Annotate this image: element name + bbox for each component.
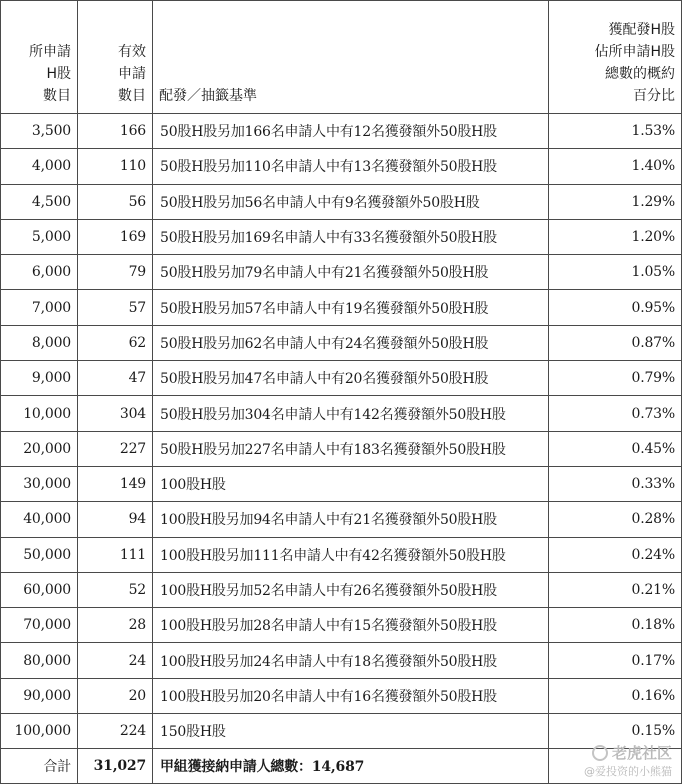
cell-shares: 40,000: [1, 502, 78, 537]
cell-percent: 0.15%: [549, 714, 682, 749]
cell-applications: 56: [78, 184, 153, 219]
cell-applications: 52: [78, 572, 153, 607]
cell-applications: 57: [78, 290, 153, 325]
cell-applications: 20: [78, 678, 153, 713]
cell-percent: 0.17%: [549, 643, 682, 678]
cell-shares: 9,000: [1, 361, 78, 396]
cell-basis: 50股H股另加227名申請人中有183名獲發額外50股H股: [153, 431, 549, 466]
cell-applications: 304: [78, 396, 153, 431]
cell-percent: 0.95%: [549, 290, 682, 325]
cell-applications: 149: [78, 466, 153, 501]
table-row: [1, 184, 682, 219]
cell-shares: 60,000: [1, 572, 78, 607]
cell-basis: 100股H股另加24名申請人中有18名獲發額外50股H股: [153, 643, 549, 678]
cell-shares: 20,000: [1, 431, 78, 466]
cell-shares: 90,000: [1, 678, 78, 713]
cell-applications: 227: [78, 431, 153, 466]
cell-percent: 1.53%: [549, 114, 682, 149]
cell-percent: 0.21%: [549, 572, 682, 607]
table-row: [1, 678, 682, 713]
cell-applications: 94: [78, 502, 153, 537]
total-percent-empty: [549, 749, 682, 784]
cell-percent: 0.73%: [549, 396, 682, 431]
table-row: [1, 608, 682, 643]
cell-basis: 50股H股另加166名申請人中有12名獲發額外50股H股: [153, 114, 549, 149]
cell-applications: 111: [78, 537, 153, 572]
cell-shares: 10,000: [1, 396, 78, 431]
cell-percent: 1.29%: [549, 184, 682, 219]
watermark-brand-text: 老虎社区: [611, 744, 672, 762]
cell-basis: 100股H股另加111名申請人中有42名獲發額外50股H股: [153, 537, 549, 572]
cell-shares: 4,000: [1, 149, 78, 184]
cell-shares: 30,000: [1, 466, 78, 501]
cell-basis: 100股H股另加52名申請人中有26名獲發額外50股H股: [153, 572, 549, 607]
cell-basis: 50股H股另加169名申請人中有33名獲發額外50股H股: [153, 219, 549, 254]
total-row: [1, 749, 682, 784]
cell-basis: 50股H股另加56名申請人中有9名獲發額外50股H股: [153, 184, 549, 219]
cell-shares: 7,000: [1, 290, 78, 325]
table-row: [1, 466, 682, 501]
cell-percent: 0.18%: [549, 608, 682, 643]
cell-shares: 70,000: [1, 608, 78, 643]
table-row: [1, 149, 682, 184]
cell-basis: 50股H股另加47名申請人中有20名獲發額外50股H股: [153, 361, 549, 396]
cell-shares: 3,500: [1, 114, 78, 149]
cell-shares: 50,000: [1, 537, 78, 572]
cell-basis: 100股H股另加94名申請人中有21名獲發額外50股H股: [153, 502, 549, 537]
table-row: [1, 290, 682, 325]
header-allotment-basis: 配發／抽籤基準: [153, 1, 549, 114]
cell-basis: 100股H股另加20名申請人中有16名獲發額外50股H股: [153, 678, 549, 713]
cell-percent: 0.87%: [549, 325, 682, 360]
cell-shares: 5,000: [1, 219, 78, 254]
table-row: [1, 714, 682, 749]
cell-percent: 0.45%: [549, 431, 682, 466]
cell-basis: 100股H股另加28名申請人中有15名獲發額外50股H股: [153, 608, 549, 643]
table-row: [1, 325, 682, 360]
cell-percent: 0.16%: [549, 678, 682, 713]
cell-basis: 50股H股另加110名申請人中有13名獲發額外50股H股: [153, 149, 549, 184]
cell-applications: 110: [78, 149, 153, 184]
cell-applications: 24: [78, 643, 153, 678]
total-applications: 31,027: [78, 749, 153, 784]
cell-basis: 150股H股: [153, 714, 549, 749]
cell-applications: 166: [78, 114, 153, 149]
cell-basis: 50股H股另加62名申請人中有24名獲發額外50股H股: [153, 325, 549, 360]
cell-applications: 28: [78, 608, 153, 643]
total-label: 合計: [1, 749, 78, 784]
cell-applications: 79: [78, 255, 153, 290]
cell-basis: 50股H股另加79名申請人中有21名獲發額外50股H股: [153, 255, 549, 290]
cell-applications: 47: [78, 361, 153, 396]
total-summary: 甲組獲接納申請人總數：14,687: [153, 749, 549, 784]
table-row: [1, 572, 682, 607]
table-row: [1, 219, 682, 254]
cell-percent: 0.79%: [549, 361, 682, 396]
cell-basis: 100股H股: [153, 466, 549, 501]
cell-shares: 4,500: [1, 184, 78, 219]
header-shares-applied: 所申請 H股 數目: [1, 1, 78, 114]
table-row: [1, 114, 682, 149]
cell-percent: 0.33%: [549, 466, 682, 501]
cell-applications: 224: [78, 714, 153, 749]
cell-basis: 50股H股另加304名申請人中有142名獲發額外50股H股: [153, 396, 549, 431]
cell-percent: 1.40%: [549, 149, 682, 184]
cell-percent: 1.05%: [549, 255, 682, 290]
watermark-handle: @爱投资的小熊猫: [584, 765, 672, 778]
cell-basis: 50股H股另加57名申請人中有19名獲發額外50股H股: [153, 290, 549, 325]
cell-shares: 6,000: [1, 255, 78, 290]
cell-shares: 8,000: [1, 325, 78, 360]
table-row: [1, 361, 682, 396]
header-valid-applications: 有效 申請 數目: [78, 1, 153, 114]
table-row: [1, 396, 682, 431]
header-approx-percentage: 獲配發H股 佔所申請H股 總數的概約 百分比: [549, 1, 682, 114]
table-row: [1, 431, 682, 466]
table-row: [1, 502, 682, 537]
table-body: [1, 114, 682, 784]
cell-applications: 169: [78, 219, 153, 254]
cell-applications: 62: [78, 325, 153, 360]
cell-shares: 100,000: [1, 714, 78, 749]
cell-shares: 80,000: [1, 643, 78, 678]
header-row: [1, 1, 682, 114]
table-row: [1, 537, 682, 572]
table-row: [1, 255, 682, 290]
cell-percent: 0.24%: [549, 537, 682, 572]
cell-percent: 1.20%: [549, 219, 682, 254]
cell-percent: 0.28%: [549, 502, 682, 537]
table-row: [1, 643, 682, 678]
